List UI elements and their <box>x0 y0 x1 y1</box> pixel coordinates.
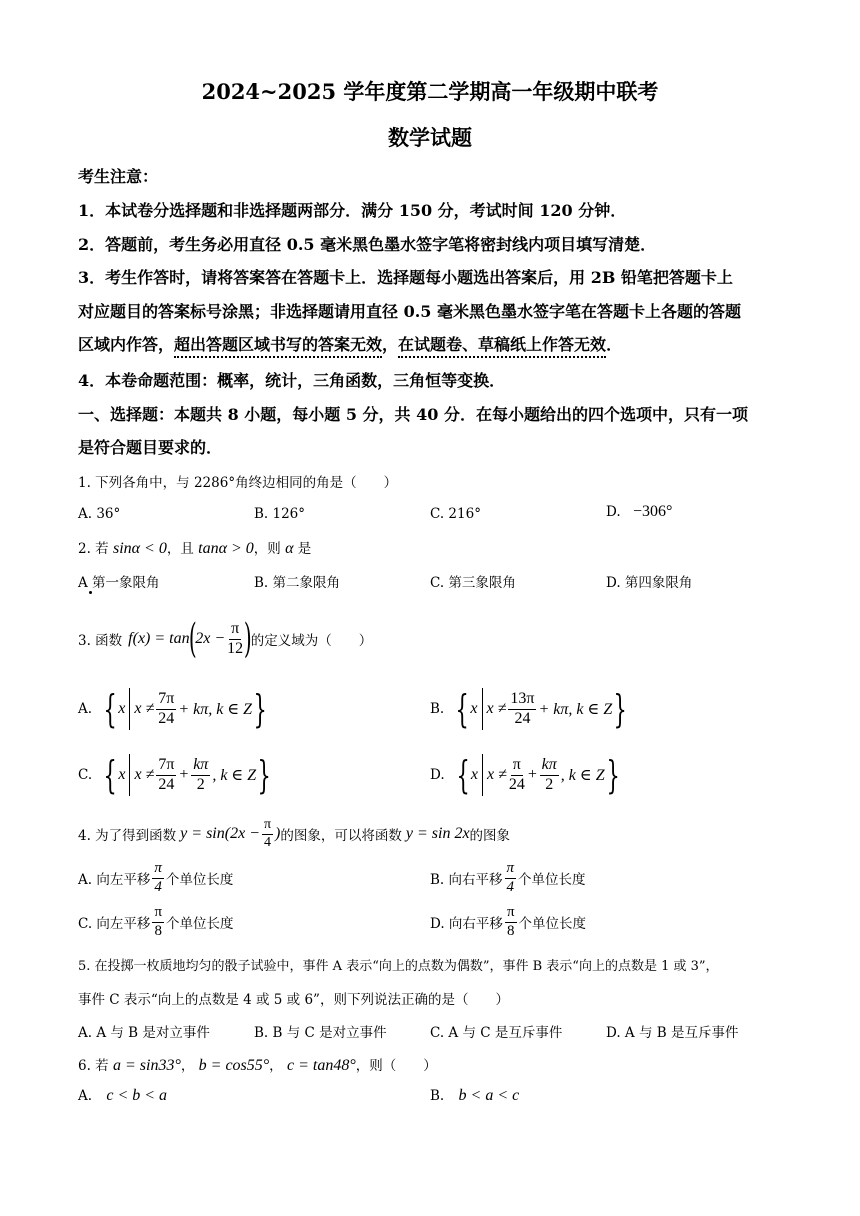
stem-text: 2. 若 <box>78 541 109 557</box>
notice-item-3-line-1: 3．考生作答时，请将答案答在答题卡上．选择题每小题选出答案后，用 2B 铅笔把答题卡上 <box>78 268 733 287</box>
question-3-option-d <box>430 750 621 800</box>
option-label: B. <box>430 701 445 717</box>
stem-text: ，则（ ） <box>355 1058 437 1074</box>
option-label: B. <box>430 1088 445 1104</box>
math-expression: y = sin 2x <box>405 825 470 842</box>
emphasis-text: 在试题卷、草稿纸上作答无效 <box>398 335 606 358</box>
math-expression: ) <box>275 825 281 842</box>
stem-text: ， <box>269 1058 283 1074</box>
question-1-option-d <box>606 503 672 521</box>
condition: + kπ, k ∈ Z <box>178 701 253 718</box>
stem-text: 的定义域为（ ） <box>250 633 373 649</box>
question-1-option-a: A. 36° <box>78 506 121 522</box>
question-2-option-c: C. 第三象限角 <box>430 575 516 591</box>
condition: x ≠ <box>134 700 155 717</box>
question-1-option-c: C. 216° <box>430 506 481 522</box>
math-expression: α <box>285 540 294 557</box>
numerator: 7π <box>156 691 176 710</box>
question-5-option-d: D. A 与 B 是互斥事件 <box>606 1025 739 1041</box>
question-2-option-b: B. 第二象限角 <box>254 575 341 591</box>
notice-item-1: 1．本试卷分选择题和非选择题两部分．满分 150 分，考试时间 120 分钟． <box>78 201 627 220</box>
left-paren: ( <box>188 616 197 662</box>
right-brace: } <box>253 687 267 731</box>
option-label: A. <box>78 1088 93 1104</box>
set-variable: x <box>470 766 478 783</box>
condition: , k ∈ Z <box>212 767 257 784</box>
condition: + <box>526 766 538 783</box>
right-brace: } <box>613 687 627 731</box>
math-expression: a = sin33° <box>112 1057 181 1074</box>
numerator: kπ <box>540 757 559 776</box>
math-expression: f(x) = tan <box>128 630 190 647</box>
math-expression: 2x − <box>195 630 226 647</box>
numerator: π <box>229 621 241 640</box>
denominator: 4 <box>154 878 162 895</box>
question-6-stem <box>78 1054 437 1075</box>
fraction <box>152 905 164 940</box>
right-paren: ) <box>244 616 252 662</box>
numerator: π <box>262 818 273 835</box>
question-5-stem-line-1: 5. 在投掷一枚质地均匀的骰子试验中，事件 A 表示“向上的点数为偶数”，事件 B 表示“向上的点数是 1 或 3”， <box>78 959 719 974</box>
left-brace: { <box>456 753 470 797</box>
left-brace: { <box>103 753 117 797</box>
question-5-option-a: A. A 与 B 是对立事件 <box>78 1025 210 1041</box>
stem-text: 4. 为了得到函数 <box>78 828 177 844</box>
condition: , k ∈ Z <box>560 767 605 784</box>
math-expression: y = sin(2x − <box>180 825 260 842</box>
exam-subtitle: 数学试题 <box>388 125 472 150</box>
question-6-option-b <box>430 1087 519 1105</box>
fraction <box>227 621 243 658</box>
option-text: 个单位长度 <box>166 916 234 932</box>
denominator: 24 <box>158 775 175 793</box>
math-expression: c = tan48° <box>286 1057 356 1074</box>
denominator: 2 <box>196 775 205 793</box>
question-3-option-b <box>430 684 628 734</box>
set-bar <box>129 688 130 730</box>
notice-item-3-line-2: 对应题目的答案标号涂黑；非选择题请用直径 0.5 毫米黑色墨水签字笔在答题卡上各题的答题 <box>78 302 741 321</box>
numerator: π <box>152 861 164 879</box>
exam-title: 2024~2025 学年度第二学期高一年级期中联考 <box>201 79 659 104</box>
option-text: D. 向右平移 <box>430 916 503 932</box>
stem-text: 3. 函数 <box>78 633 123 649</box>
set-bar <box>482 688 483 730</box>
numerator: π <box>152 905 164 923</box>
fraction <box>191 757 210 794</box>
question-4-option-d <box>430 902 586 942</box>
fraction <box>156 757 176 794</box>
option-text: B. 向右平移 <box>430 872 503 888</box>
denominator: 12 <box>227 639 244 657</box>
fraction <box>262 818 273 850</box>
option-text: 个单位长度 <box>518 916 587 932</box>
question-1-option-b: B. 126° <box>254 506 306 522</box>
math-expression: sinα < 0 <box>112 540 167 557</box>
stem-text: ，则 <box>253 541 281 557</box>
option-text: C. 向左平移 <box>78 916 151 932</box>
condition: + <box>178 766 190 783</box>
option-text: 个单位长度 <box>518 872 586 888</box>
option-label: D. <box>606 504 621 520</box>
math-expression: b = cos55° <box>198 1057 270 1074</box>
set-variable: x <box>470 700 478 717</box>
right-brace: } <box>606 753 620 797</box>
question-4-option-a <box>78 858 233 898</box>
dot-mark <box>89 591 92 594</box>
notice-text: 区域内作答， <box>78 335 175 354</box>
numerator: π <box>505 905 517 923</box>
set-bar <box>482 754 483 796</box>
question-5-option-c: C. A 与 C 是互斥事件 <box>430 1025 563 1041</box>
notice-text: ． <box>606 335 623 354</box>
denominator: 8 <box>154 922 162 939</box>
math-expression: tanα > 0 <box>198 540 254 557</box>
stem-text: 的图象，可以将函数 <box>280 828 402 844</box>
option-label: C. <box>78 767 93 783</box>
numerator: 7π <box>156 757 176 776</box>
question-5-option-b: B. B 与 C 是对立事件 <box>254 1025 387 1041</box>
option-text: A. 向左平移 <box>78 872 151 888</box>
fraction <box>156 691 176 728</box>
notice-heading: 考生注意： <box>78 167 159 186</box>
condition: x ≠ <box>486 700 507 717</box>
question-6-option-a <box>78 1087 167 1105</box>
fraction <box>152 861 164 896</box>
section-heading-line-1: 一、选择题：本题共 8 小题，每小题 5 分，共 40 分．在每小题给出的四个选项中，只有一项 <box>78 405 748 424</box>
question-3-stem <box>78 614 372 664</box>
option-label: D. <box>430 767 445 783</box>
emphasis-text: 超出答题区域书写的答案无效 <box>174 335 382 358</box>
question-3-option-a <box>78 684 268 734</box>
section-heading-line-2: 是符合题目要求的． <box>78 438 223 457</box>
notice-text: ， <box>382 335 399 354</box>
option-value: b < a < c <box>458 1087 520 1104</box>
denominator: 24 <box>508 775 525 793</box>
fraction <box>508 691 536 728</box>
denominator: 8 <box>506 922 515 939</box>
set-variable: x <box>118 700 126 717</box>
denominator: 4 <box>264 834 271 850</box>
notice-item-4: 4．本卷命题范围：概率，统计，三角函数，三角恒等变换． <box>78 371 506 390</box>
right-brace: } <box>257 753 271 797</box>
left-brace: { <box>455 687 469 731</box>
condition: x ≠ <box>134 766 155 783</box>
denominator: 4 <box>506 878 515 895</box>
stem-text: 6. 若 <box>78 1058 109 1074</box>
option-label: A. <box>78 701 93 717</box>
stem-text: ，且 <box>166 541 194 557</box>
question-1-stem: 1. 下列各角中，与 2286°角终边相同的角是（ ） <box>78 475 398 491</box>
question-5-stem-line-2: 事件 C 表示“向上的点数是 4 或 5 或 6”，则下列说法正确的是（ ） <box>78 992 509 1008</box>
question-2-option-d: D. 第四象限角 <box>606 575 693 591</box>
set-bar <box>129 754 130 796</box>
question-2-stem <box>78 537 311 558</box>
question-4-option-b <box>430 858 586 898</box>
option-value: −306° <box>632 503 673 520</box>
notice-item-3-line-3 <box>78 332 622 355</box>
condition: + kπ, k ∈ Z <box>538 701 613 718</box>
stem-text: 的图象 <box>469 828 511 844</box>
question-2-option-a: A 第一象限角 <box>78 575 160 591</box>
option-value: c < b < a <box>106 1087 168 1104</box>
stem-text: 是 <box>297 541 312 557</box>
denominator: 24 <box>158 709 175 727</box>
numerator: 13π <box>508 691 536 710</box>
fraction <box>505 861 517 896</box>
question-3-option-c <box>78 750 272 800</box>
fraction <box>540 757 559 794</box>
numerator: π <box>505 861 517 879</box>
question-4-stem <box>78 814 510 854</box>
stem-text: ， <box>180 1058 195 1074</box>
denominator: 24 <box>514 709 531 727</box>
denominator: 2 <box>545 775 554 793</box>
notice-item-2: 2．答题前，考生务必用直径 0.5 毫米黑色墨水签字笔将密封线内项目填写清楚． <box>78 235 657 254</box>
question-4-option-c <box>78 902 234 942</box>
set-variable: x <box>118 766 126 783</box>
fraction <box>505 905 517 940</box>
left-brace: { <box>103 687 117 731</box>
option-text: 个单位长度 <box>165 872 234 888</box>
numerator: kπ <box>191 757 210 776</box>
numerator: π <box>511 757 523 776</box>
condition: x ≠ <box>486 766 507 783</box>
fraction <box>509 757 525 794</box>
